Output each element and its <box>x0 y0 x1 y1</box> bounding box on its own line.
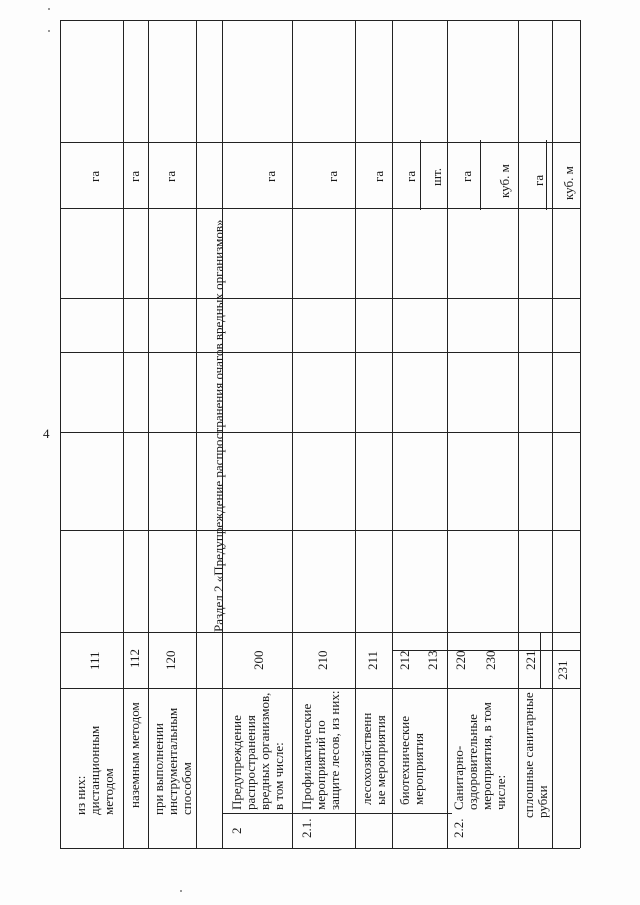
split-unit-212-213 <box>420 140 421 210</box>
page-number: 4 <box>43 426 50 441</box>
row-name-112: наземным методом <box>127 702 142 808</box>
row-line-7 <box>392 20 393 848</box>
row-line-10 <box>552 20 553 848</box>
row-unit-112: га <box>127 170 142 182</box>
row-unit-111: га <box>87 170 102 182</box>
row-code-230: 230 <box>483 650 498 670</box>
row-code-210: 210 <box>315 650 330 670</box>
row-name-111: из них: дистанционным методом <box>73 725 116 815</box>
row-code-120: 120 <box>163 650 178 670</box>
row-unit-231: куб. м <box>561 166 576 200</box>
col-line-f <box>60 142 580 143</box>
table-border-right <box>580 20 581 848</box>
row-name-211: лесохозяйственн ые мероприятия <box>359 712 388 805</box>
row-code-112: 112 <box>127 648 142 668</box>
col-line-code-data <box>60 632 580 633</box>
col-line-num <box>222 813 452 814</box>
row-name-212: биотехнические мероприятия <box>397 715 426 805</box>
table-border-top <box>60 20 580 21</box>
split-unit-221-231 <box>546 140 547 210</box>
row-unit-212: га <box>403 170 418 182</box>
row-name-220: Санитарно- оздоровительные мероприятия, в том числе: <box>451 702 508 810</box>
row-name-120: при выполнении инструментальным способом <box>151 707 194 815</box>
row-line-5 <box>292 20 293 848</box>
row-line-9 <box>518 20 519 848</box>
scan-speck <box>180 890 182 892</box>
row-code-231: 231 <box>555 660 570 680</box>
row-line-3 <box>196 20 197 848</box>
row-code-111: 111 <box>87 651 102 670</box>
row-name-200: Предупреждение распространения вредных организмов, в том числе: <box>229 692 286 810</box>
row-unit-211: га <box>371 170 386 182</box>
row-code-213: 213 <box>425 650 440 670</box>
row-num-210: 2.1. <box>299 818 314 838</box>
col-line-e <box>60 208 580 209</box>
col-line-d <box>60 298 580 299</box>
row-num-200: 2 <box>229 827 244 834</box>
row-code-212: 212 <box>397 650 412 670</box>
split-unit-220-230 <box>480 140 481 210</box>
row-code-211: 211 <box>365 650 380 670</box>
row-code-200: 200 <box>251 650 266 670</box>
row-num-220: 2.2. <box>451 818 466 838</box>
table-border-bottom <box>60 848 580 849</box>
split-221-231-v <box>540 632 541 688</box>
row-unit-210: га <box>325 170 340 182</box>
section-title: Раздел 2 «Предупреждение распространения очагов вредных организмов» <box>211 219 226 632</box>
row-line-8 <box>447 20 448 848</box>
row-code-221: 221 <box>523 650 538 670</box>
row-name-210: Профилактические мероприятий по защите лесов, из них: <box>299 690 342 810</box>
row-unit-221: га <box>531 174 546 186</box>
col-line-b <box>60 432 580 433</box>
row-code-220: 220 <box>453 650 468 670</box>
table-border-left <box>60 20 61 848</box>
col-line-a <box>60 530 580 531</box>
row-unit-213: шт. <box>429 168 444 186</box>
row-unit-120: га <box>163 170 178 182</box>
row-unit-220: га <box>459 170 474 182</box>
row-line-2 <box>148 20 149 848</box>
row-unit-230: куб. м <box>497 164 512 198</box>
row-line-6 <box>355 20 356 848</box>
row-name-221: сплошные санитарные рубки <box>521 692 550 818</box>
col-line-c <box>60 352 580 353</box>
row-line-1 <box>123 20 124 848</box>
scan-speck <box>48 30 50 32</box>
scan-speck <box>48 8 50 10</box>
row-unit-200: га <box>263 170 278 182</box>
